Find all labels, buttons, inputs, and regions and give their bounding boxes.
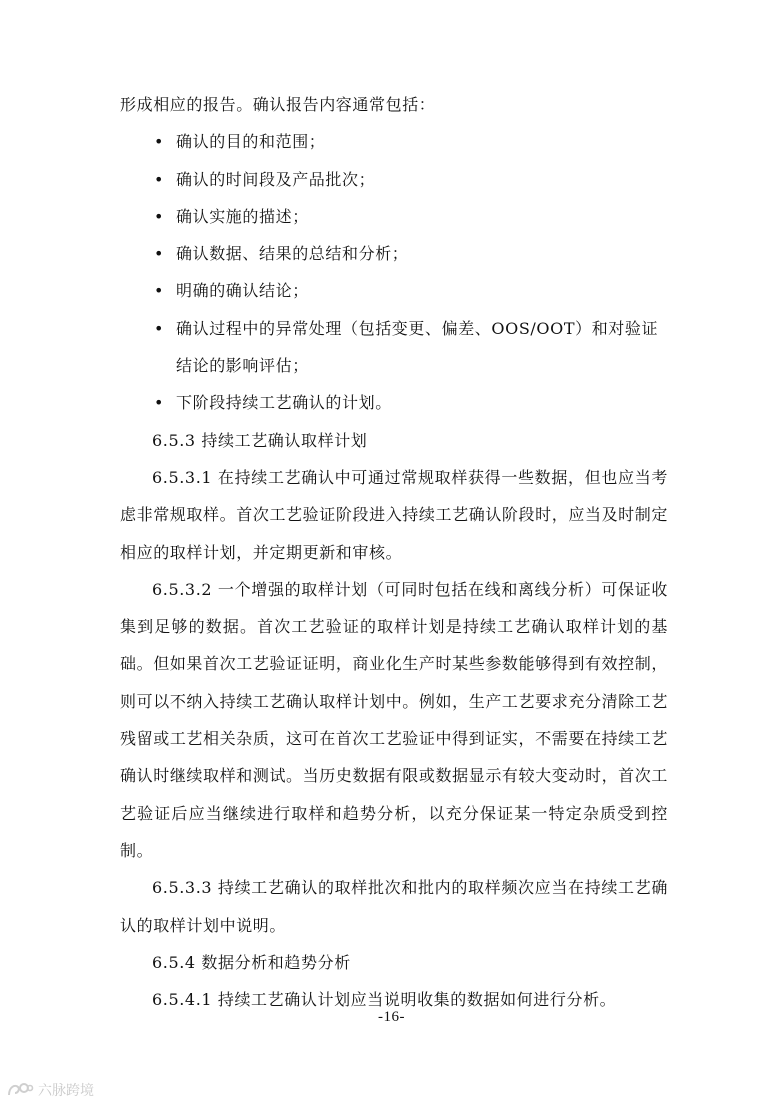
paragraph-6-5-3-2: 6.5.3.2 一个增强的取样计划（可同时包括在线和离线分析）可保证收集到足够的数据。首次工艺验证的取样计划是持续工艺确认取样计划的基础。但如果首次工艺验证证明，商业化生产时某些参数能够得到有效控制，则可以不纳入持续工艺确认取样计划中。例如，生产工艺要求充分清除工艺残留或工艺相关杂质，这可在首次工艺验证中得到证实，不需要在持续工艺确认时继续取样和测试。当历史数据有限或数据显示有较大变动时，首次工艺验证后应当继续进行取样和趋势分析，以充分保证某一特定杂质受到控制。 xyxy=(120,579,668,860)
list-item-text: 确认数据、结果的总结和分析； xyxy=(176,244,409,264)
list-item xyxy=(120,161,668,198)
list-item-text: 确认的时间段及产品批次； xyxy=(176,169,376,189)
list-item-text: 确认过程中的异常处理（包括变更、偏差、OOS/OOT）和对验证结论的影响评估； xyxy=(176,318,659,376)
list-item-text: 确认实施的描述； xyxy=(176,206,309,226)
watermark-text: 六脉跨境 xyxy=(38,1083,94,1099)
bullet-icon: • xyxy=(154,393,165,413)
list-item xyxy=(120,310,668,385)
list-item-text: 确认的目的和范围； xyxy=(176,132,326,152)
section-heading-6-5-4: 6.5.4 数据分析和趋势分析 xyxy=(152,952,351,972)
list-item-text: 明确的确认结论； xyxy=(176,281,309,301)
page-number: -16- xyxy=(378,1009,405,1025)
bullet-icon: • xyxy=(154,132,165,152)
bullet-icon: • xyxy=(154,281,165,301)
list-item xyxy=(120,235,668,272)
list-item xyxy=(120,123,668,160)
intro-paragraph: 形成相应的报告。确认报告内容通常包括： xyxy=(120,95,436,114)
logo-mark-icon xyxy=(6,1081,34,1099)
list-item xyxy=(120,198,668,235)
list-item xyxy=(120,272,668,309)
bullet-icon: • xyxy=(154,318,165,338)
paragraph-6-5-4-1: 6.5.4.1 持续工艺确认计划应当说明收集的数据如何进行分析。 xyxy=(152,990,617,1010)
list-item-text: 下阶段持续工艺确认的计划。 xyxy=(176,393,392,413)
section-heading-6-5-3: 6.5.3 持续工艺确认取样计划 xyxy=(152,430,368,450)
watermark xyxy=(6,1080,94,1100)
paragraph-6-5-3-1: 6.5.3.1 在持续工艺确认中可通过常规取样获得一些数据，但也应当考虑非常规取样。首次工艺验证阶段进入持续工艺确认阶段时，应当及时制定相应的取样计划，并定期更新和审核。 xyxy=(120,467,668,562)
bullet-icon: • xyxy=(154,244,165,264)
bullet-icon: • xyxy=(154,169,165,189)
bullet-icon: • xyxy=(154,206,165,226)
list-item xyxy=(120,384,668,421)
document-body xyxy=(120,86,668,1018)
report-contents-list xyxy=(120,123,668,421)
paragraph-6-5-3-3: 6.5.3.3 持续工艺确认的取样批次和批内的取样频次应当在持续工艺确认的取样计划中说明。 xyxy=(120,878,668,935)
